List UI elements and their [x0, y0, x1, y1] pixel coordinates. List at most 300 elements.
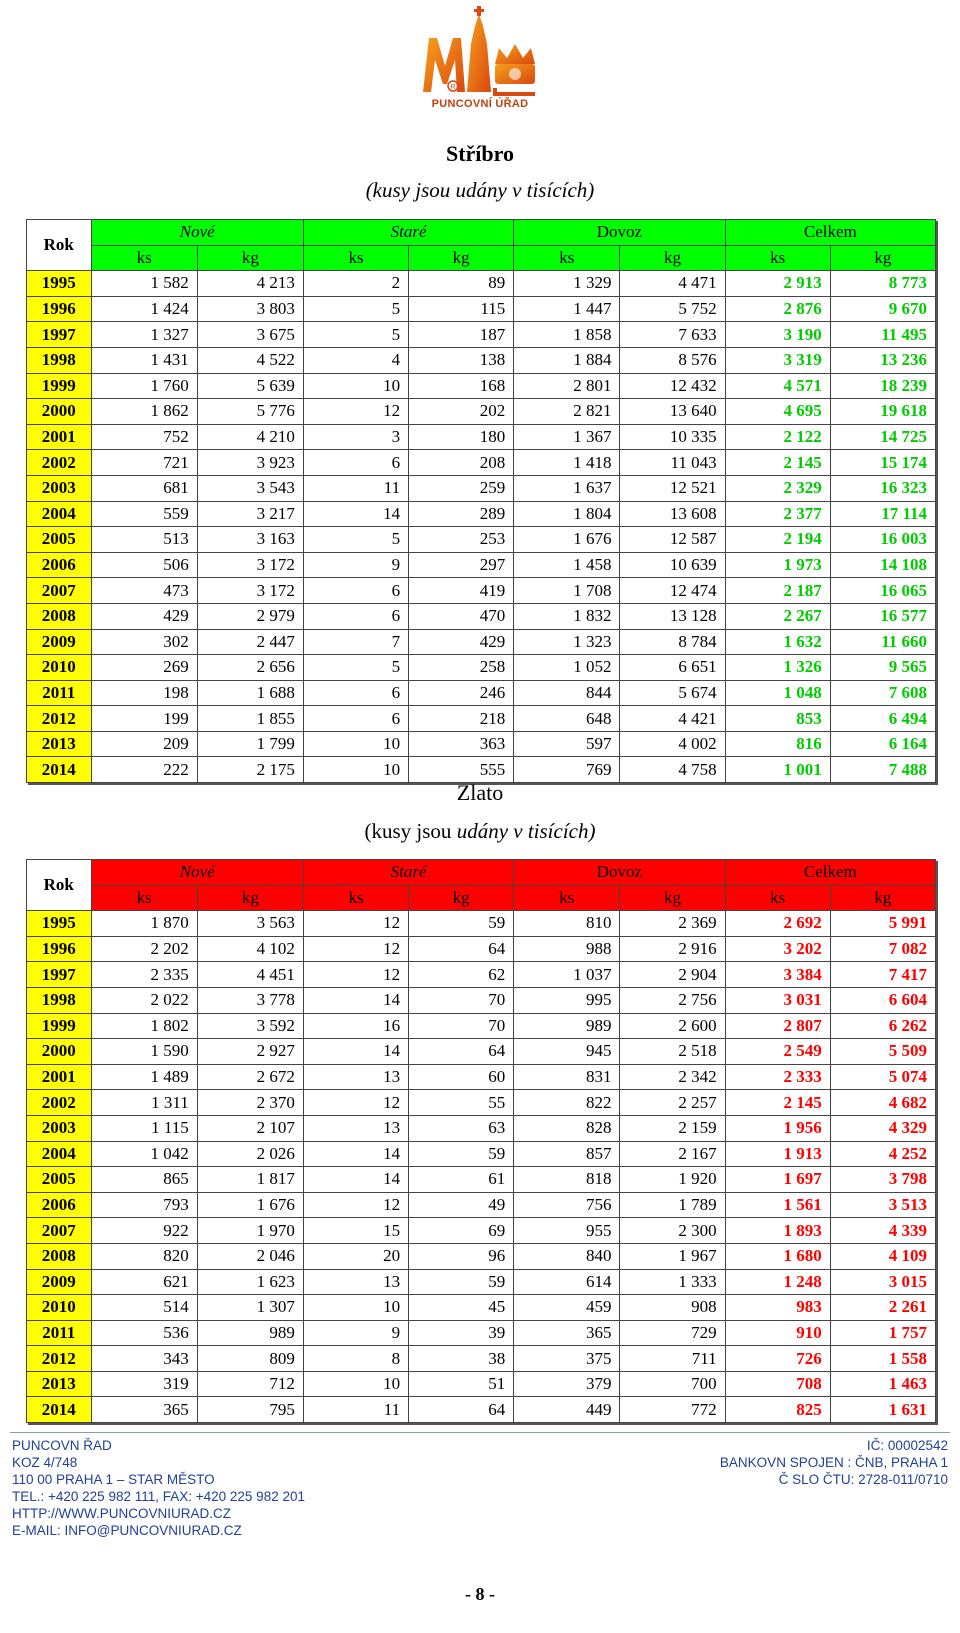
value-cell: 89	[409, 271, 514, 297]
value-cell: 648	[514, 706, 620, 732]
value-cell: 222	[91, 757, 197, 783]
value-cell: 297	[409, 552, 514, 578]
value-cell: 39	[409, 1320, 514, 1346]
value-cell: 597	[514, 731, 620, 757]
total-cell: 4 682	[830, 1090, 935, 1116]
value-cell: 2 202	[91, 936, 197, 962]
value-cell: 1 884	[514, 347, 620, 373]
total-cell: 1 913	[725, 1141, 830, 1167]
value-cell: 1 489	[91, 1064, 197, 1090]
value-cell: 989	[197, 1320, 303, 1346]
total-cell: 825	[725, 1397, 830, 1423]
value-cell: 11	[303, 475, 408, 501]
total-cell: 7 608	[830, 680, 935, 706]
value-cell: 180	[409, 424, 514, 450]
value-cell: 6	[303, 706, 408, 732]
total-cell: 18 239	[830, 373, 935, 399]
total-cell: 1 248	[725, 1269, 830, 1295]
value-cell: 3 172	[197, 552, 303, 578]
value-cell: 419	[409, 578, 514, 604]
total-cell: 3 319	[725, 347, 830, 373]
value-cell: 2 342	[620, 1064, 725, 1090]
header-stare: Staré	[303, 220, 513, 246]
value-cell: 10 335	[620, 424, 725, 450]
value-cell: 115	[409, 296, 514, 322]
value-cell: 4 421	[620, 706, 725, 732]
value-cell: 14	[303, 987, 408, 1013]
total-cell: 2 329	[725, 475, 830, 501]
header-ks: ks	[725, 885, 830, 911]
header-kg: kg	[620, 885, 725, 911]
total-cell: 816	[725, 731, 830, 757]
total-cell: 2 377	[725, 501, 830, 527]
header-dovoz: Dovoz	[514, 220, 725, 246]
header-ks: ks	[91, 245, 197, 271]
year-cell: 2013	[27, 1371, 92, 1397]
svg-text:R: R	[450, 84, 456, 91]
value-cell: 2 600	[620, 1013, 725, 1039]
table-row	[27, 1167, 936, 1193]
table-row	[27, 1192, 936, 1218]
value-cell: 70	[409, 987, 514, 1013]
value-cell: 20	[303, 1243, 408, 1269]
value-cell: 700	[620, 1371, 725, 1397]
value-cell: 1 817	[197, 1167, 303, 1193]
value-cell: 343	[91, 1346, 197, 1372]
value-cell: 258	[409, 655, 514, 681]
year-cell: 2014	[27, 757, 92, 783]
value-cell: 2 821	[514, 399, 620, 425]
value-cell: 844	[514, 680, 620, 706]
value-cell: 4 758	[620, 757, 725, 783]
value-cell: 922	[91, 1218, 197, 1244]
value-cell: 2 300	[620, 1218, 725, 1244]
value-cell: 1 052	[514, 655, 620, 681]
total-cell: 4 339	[830, 1218, 935, 1244]
value-cell: 2 026	[197, 1141, 303, 1167]
value-cell: 818	[514, 1167, 620, 1193]
header-kg: kg	[830, 885, 935, 911]
total-cell: 910	[725, 1320, 830, 1346]
value-cell: 1 418	[514, 450, 620, 476]
year-cell: 2010	[27, 655, 92, 681]
value-cell: 3 563	[197, 911, 303, 937]
total-cell: 1 561	[725, 1192, 830, 1218]
value-cell: 865	[91, 1167, 197, 1193]
value-cell: 429	[409, 629, 514, 655]
silver-table-body	[27, 271, 936, 783]
value-cell: 13	[303, 1115, 408, 1141]
header-kg: kg	[830, 245, 935, 271]
year-cell: 2009	[27, 629, 92, 655]
table-row	[27, 322, 936, 348]
table-row	[27, 347, 936, 373]
total-cell: 13 236	[830, 347, 935, 373]
total-cell: 5 074	[830, 1064, 935, 1090]
year-cell: 1998	[27, 987, 92, 1013]
footer-line: PUNCOVN ŘAD	[12, 1438, 112, 1453]
total-cell: 6 164	[830, 731, 935, 757]
value-cell: 1 431	[91, 347, 197, 373]
value-cell: 1 590	[91, 1039, 197, 1065]
value-cell: 12	[303, 1090, 408, 1116]
table-row	[27, 1320, 936, 1346]
value-cell: 2 801	[514, 373, 620, 399]
footer-divider	[10, 1432, 950, 1433]
value-cell: 38	[409, 1346, 514, 1372]
table-row	[27, 1115, 936, 1141]
year-cell: 2014	[27, 1397, 92, 1423]
silver-title: Stříbro	[445, 141, 515, 166]
total-cell: 2 145	[725, 1090, 830, 1116]
value-cell: 4 002	[620, 731, 725, 757]
value-cell: 712	[197, 1371, 303, 1397]
table-row	[27, 475, 936, 501]
total-cell: 2 261	[830, 1295, 935, 1321]
value-cell: 11 043	[620, 450, 725, 476]
table-row	[27, 1371, 936, 1397]
year-cell: 1997	[27, 322, 92, 348]
total-cell: 2 549	[725, 1039, 830, 1065]
table-row	[27, 731, 936, 757]
value-cell: 989	[514, 1013, 620, 1039]
value-cell: 55	[409, 1090, 514, 1116]
value-cell: 769	[514, 757, 620, 783]
value-cell: 3 163	[197, 527, 303, 553]
total-cell: 1 048	[725, 680, 830, 706]
total-cell: 3 798	[830, 1167, 935, 1193]
value-cell: 96	[409, 1243, 514, 1269]
table-row	[27, 501, 936, 527]
year-cell: 2008	[27, 1243, 92, 1269]
value-cell: 459	[514, 1295, 620, 1321]
table-row	[27, 1090, 936, 1116]
value-cell: 514	[91, 1295, 197, 1321]
value-cell: 795	[197, 1397, 303, 1423]
value-cell: 4 471	[620, 271, 725, 297]
value-cell: 1 970	[197, 1218, 303, 1244]
value-cell: 209	[91, 731, 197, 757]
value-cell: 1 367	[514, 424, 620, 450]
value-cell: 995	[514, 987, 620, 1013]
total-cell: 1 631	[830, 1397, 935, 1423]
value-cell: 2 175	[197, 757, 303, 783]
total-cell: 14 108	[830, 552, 935, 578]
table-row	[27, 373, 936, 399]
value-cell: 6	[303, 578, 408, 604]
value-cell: 2 257	[620, 1090, 725, 1116]
value-cell: 202	[409, 399, 514, 425]
header-kg: kg	[197, 245, 303, 271]
year-cell: 1996	[27, 936, 92, 962]
value-cell: 614	[514, 1269, 620, 1295]
value-cell: 559	[91, 501, 197, 527]
value-cell: 1 115	[91, 1115, 197, 1141]
value-cell: 60	[409, 1064, 514, 1090]
value-cell: 9	[303, 1320, 408, 1346]
year-cell: 1997	[27, 962, 92, 988]
value-cell: 5	[303, 527, 408, 553]
value-cell: 2 447	[197, 629, 303, 655]
value-cell: 955	[514, 1218, 620, 1244]
gold-table	[26, 859, 936, 1423]
value-cell: 2 656	[197, 655, 303, 681]
value-cell: 14	[303, 1039, 408, 1065]
total-cell: 983	[725, 1295, 830, 1321]
footer-address	[12, 1437, 305, 1539]
value-cell: 12 521	[620, 475, 725, 501]
value-cell: 1 760	[91, 373, 197, 399]
value-cell: 1 307	[197, 1295, 303, 1321]
year-cell: 1998	[27, 347, 92, 373]
value-cell: 506	[91, 552, 197, 578]
total-cell: 3 513	[830, 1192, 935, 1218]
table-row	[27, 527, 936, 553]
header-ks: ks	[725, 245, 830, 271]
value-cell: 2 107	[197, 1115, 303, 1141]
value-cell: 253	[409, 527, 514, 553]
header-nove: Nové	[91, 220, 303, 246]
value-cell: 199	[91, 706, 197, 732]
total-cell: 6 604	[830, 987, 935, 1013]
year-cell: 2007	[27, 578, 92, 604]
year-cell: 1995	[27, 911, 92, 937]
value-cell: 4 213	[197, 271, 303, 297]
value-cell: 429	[91, 603, 197, 629]
value-cell: 319	[91, 1371, 197, 1397]
value-cell: 69	[409, 1218, 514, 1244]
value-cell: 208	[409, 450, 514, 476]
year-cell: 1996	[27, 296, 92, 322]
value-cell: 10 639	[620, 552, 725, 578]
total-cell: 4 329	[830, 1115, 935, 1141]
year-cell: 2010	[27, 1295, 92, 1321]
value-cell: 4 451	[197, 962, 303, 988]
table-row	[27, 1243, 936, 1269]
value-cell: 536	[91, 1320, 197, 1346]
value-cell: 2 518	[620, 1039, 725, 1065]
value-cell: 1 458	[514, 552, 620, 578]
value-cell: 1 329	[514, 271, 620, 297]
total-cell: 1 956	[725, 1115, 830, 1141]
value-cell: 289	[409, 501, 514, 527]
value-cell: 365	[91, 1397, 197, 1423]
value-cell: 1 920	[620, 1167, 725, 1193]
total-cell: 3 190	[725, 322, 830, 348]
value-cell: 13	[303, 1064, 408, 1090]
value-cell: 6	[303, 603, 408, 629]
value-cell: 49	[409, 1192, 514, 1218]
value-cell: 752	[91, 424, 197, 450]
value-cell: 828	[514, 1115, 620, 1141]
value-cell: 45	[409, 1295, 514, 1321]
value-cell: 14	[303, 1167, 408, 1193]
year-cell: 2003	[27, 475, 92, 501]
total-cell: 853	[725, 706, 830, 732]
value-cell: 756	[514, 1192, 620, 1218]
header-dovoz: Dovoz	[514, 860, 725, 886]
value-cell: 5	[303, 296, 408, 322]
table-row	[27, 450, 936, 476]
value-cell: 13 640	[620, 399, 725, 425]
footer-email-link[interactable]: E-MAIL: INFO@PUNCOVNIURAD.CZ	[12, 1523, 242, 1538]
value-cell: 10	[303, 1295, 408, 1321]
value-cell: 12	[303, 962, 408, 988]
table-row	[27, 603, 936, 629]
value-cell: 138	[409, 347, 514, 373]
value-cell: 1 804	[514, 501, 620, 527]
table-row	[27, 706, 936, 732]
value-cell: 1 042	[91, 1141, 197, 1167]
value-cell: 12	[303, 911, 408, 937]
footer-line: KOZ 4/748	[12, 1455, 78, 1470]
year-cell: 2004	[27, 501, 92, 527]
year-cell: 2011	[27, 680, 92, 706]
value-cell: 1 333	[620, 1269, 725, 1295]
total-cell: 1 697	[725, 1167, 830, 1193]
total-cell: 3 202	[725, 936, 830, 962]
total-cell: 1 680	[725, 1243, 830, 1269]
value-cell: 4	[303, 347, 408, 373]
total-cell: 5 991	[830, 911, 935, 937]
value-cell: 11	[303, 1397, 408, 1423]
value-cell: 1 037	[514, 962, 620, 988]
value-cell: 379	[514, 1371, 620, 1397]
value-cell: 793	[91, 1192, 197, 1218]
table-row	[27, 1013, 936, 1039]
value-cell: 449	[514, 1397, 620, 1423]
table-row	[27, 1346, 936, 1372]
value-cell: 7	[303, 629, 408, 655]
value-cell: 51	[409, 1371, 514, 1397]
header-ks: ks	[303, 245, 408, 271]
footer-website-link[interactable]: HTTP://WWW.PUNCOVNIURAD.CZ	[12, 1506, 231, 1521]
value-cell: 1 862	[91, 399, 197, 425]
header-rok: Rok	[27, 220, 92, 271]
year-cell: 2002	[27, 1090, 92, 1116]
year-cell: 1999	[27, 1013, 92, 1039]
total-cell: 2 145	[725, 450, 830, 476]
header-kg: kg	[197, 885, 303, 911]
total-cell: 4 695	[725, 399, 830, 425]
value-cell: 218	[409, 706, 514, 732]
value-cell: 3 543	[197, 475, 303, 501]
total-cell: 3 031	[725, 987, 830, 1013]
total-cell: 1 632	[725, 629, 830, 655]
year-cell: 2013	[27, 731, 92, 757]
header-stare: Staré	[303, 860, 513, 886]
value-cell: 13 128	[620, 603, 725, 629]
year-cell: 2001	[27, 424, 92, 450]
value-cell: 2 046	[197, 1243, 303, 1269]
value-cell: 1 688	[197, 680, 303, 706]
value-cell: 3 172	[197, 578, 303, 604]
table-row	[27, 1141, 936, 1167]
value-cell: 555	[409, 757, 514, 783]
total-cell: 8 773	[830, 271, 935, 297]
value-cell: 10	[303, 731, 408, 757]
total-cell: 1 326	[725, 655, 830, 681]
value-cell: 1 424	[91, 296, 197, 322]
year-cell: 2007	[27, 1218, 92, 1244]
total-cell: 5 509	[830, 1039, 935, 1065]
value-cell: 3	[303, 424, 408, 450]
value-cell: 681	[91, 475, 197, 501]
value-cell: 1 832	[514, 603, 620, 629]
value-cell: 61	[409, 1167, 514, 1193]
value-cell: 1 676	[514, 527, 620, 553]
table-row	[27, 271, 936, 297]
value-cell: 10	[303, 1371, 408, 1397]
footer-line: IČ: 00002542	[866, 1438, 948, 1453]
value-cell: 1 582	[91, 271, 197, 297]
value-cell: 729	[620, 1320, 725, 1346]
value-cell: 6	[303, 680, 408, 706]
total-cell: 9 670	[830, 296, 935, 322]
header-kg: kg	[620, 245, 725, 271]
header-ks: ks	[91, 885, 197, 911]
value-cell: 2	[303, 271, 408, 297]
table-row	[27, 680, 936, 706]
value-cell: 246	[409, 680, 514, 706]
value-cell: 365	[514, 1320, 620, 1346]
value-cell: 6 651	[620, 655, 725, 681]
total-cell: 2 333	[725, 1064, 830, 1090]
value-cell: 4 102	[197, 936, 303, 962]
total-cell: 11 660	[830, 629, 935, 655]
total-cell: 7 488	[830, 757, 935, 783]
header-kg: kg	[409, 245, 514, 271]
value-cell: 12 587	[620, 527, 725, 553]
value-cell: 908	[620, 1295, 725, 1321]
total-cell: 726	[725, 1346, 830, 1372]
value-cell: 14	[303, 501, 408, 527]
total-cell: 708	[725, 1371, 830, 1397]
total-cell: 17 114	[830, 501, 935, 527]
value-cell: 375	[514, 1346, 620, 1372]
total-cell: 9 565	[830, 655, 935, 681]
total-cell: 4 571	[725, 373, 830, 399]
value-cell: 8 784	[620, 629, 725, 655]
value-cell: 5 674	[620, 680, 725, 706]
value-cell: 809	[197, 1346, 303, 1372]
total-cell: 2 187	[725, 578, 830, 604]
value-cell: 4 210	[197, 424, 303, 450]
value-cell: 12	[303, 936, 408, 962]
total-cell: 1 463	[830, 1371, 935, 1397]
table-row	[27, 1064, 936, 1090]
value-cell: 269	[91, 655, 197, 681]
gold-subtitle-italic: udány v tisících)	[456, 819, 596, 843]
footer-line: TEL.: +420 225 982 111, FAX: +420 225 982 201	[12, 1489, 305, 1504]
value-cell: 721	[91, 450, 197, 476]
table-row	[27, 911, 936, 937]
footer-line: BANKOVN SPOJEN : ČNB, PRAHA 1	[719, 1455, 948, 1470]
value-cell: 473	[91, 578, 197, 604]
table-row	[27, 629, 936, 655]
gold-subtitle-plain: (kusy jsou	[364, 819, 457, 843]
year-cell: 2001	[27, 1064, 92, 1090]
value-cell: 9	[303, 552, 408, 578]
value-cell: 1 870	[91, 911, 197, 937]
year-cell: 2000	[27, 1039, 92, 1065]
total-cell: 16 577	[830, 603, 935, 629]
table-row	[27, 1397, 936, 1423]
page-number: - 8 -	[465, 1584, 495, 1604]
footer-line: 110 00 PRAHA 1 – STAR MĚSTO	[12, 1472, 215, 1487]
value-cell: 831	[514, 1064, 620, 1090]
year-cell: 2006	[27, 1192, 92, 1218]
